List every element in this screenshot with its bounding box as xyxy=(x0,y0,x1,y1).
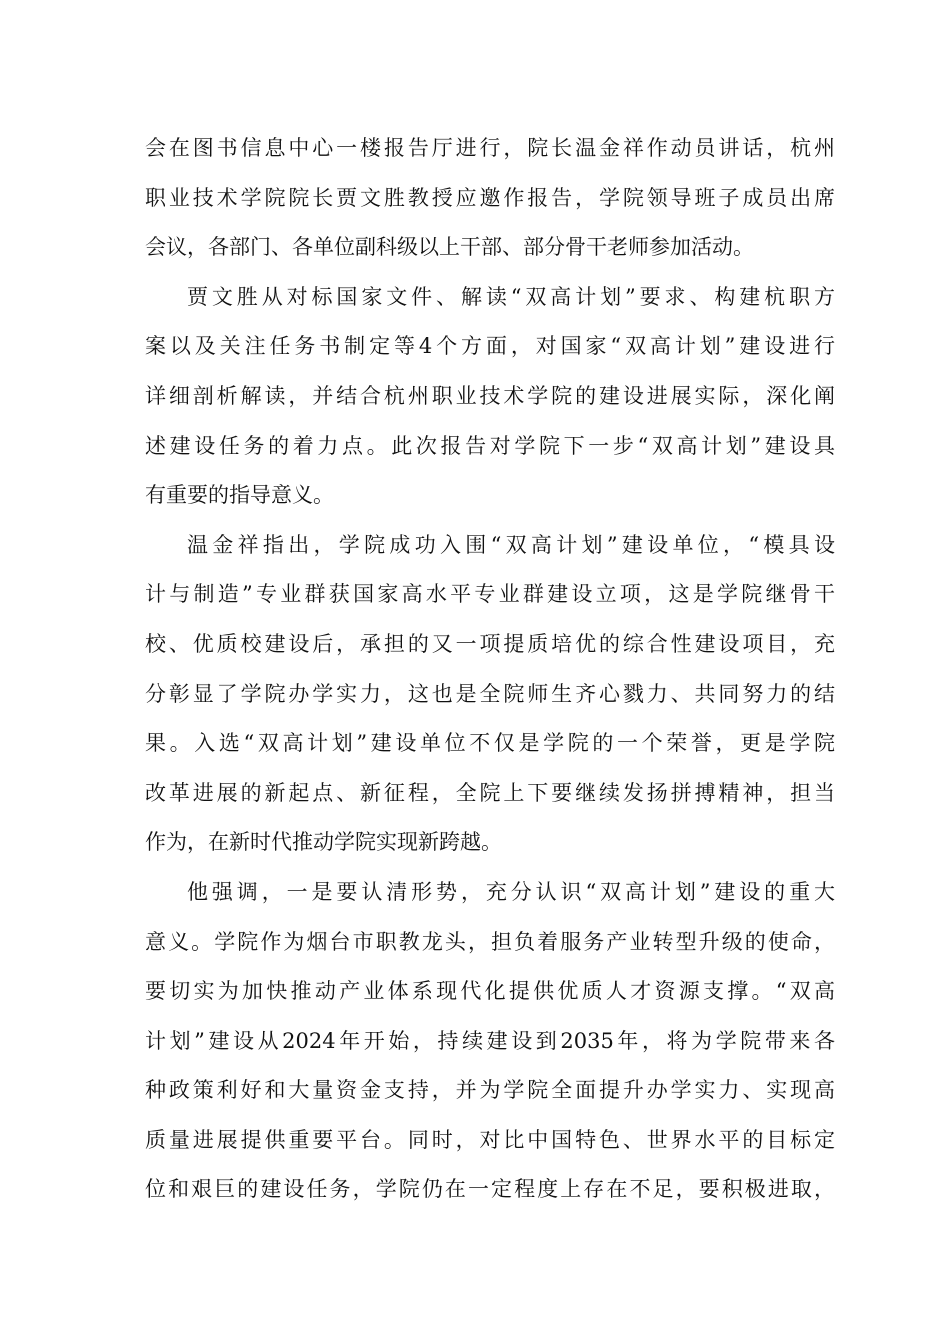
text-line: 改革进展的新起点、新征程，全院上下要继续发扬拼搏精神，担当 xyxy=(145,780,835,805)
text-line: 计划”建设从2024年开始，持续建设到2035年，将为学院带来各 xyxy=(145,1028,835,1053)
text-line: 质量进展提供重要平台。同时，对比中国特色、世界水平的目标定 xyxy=(145,1127,835,1152)
text-line: 要切实为加快推动产业体系现代化提供优质人才资源支撑。“双高 xyxy=(145,979,835,1004)
text-line: 计与制造”专业群获国家高水平专业群建设立项，这是学院继骨干 xyxy=(145,582,835,607)
text-line: 案以及关注任务书制定等4个方面，对国家“双高计划”建设进行 xyxy=(145,334,835,359)
text-line: 位和艰巨的建设任务，学院仍在一定程度上存在不足，要积极进取， xyxy=(145,1177,835,1202)
paragraph-3 xyxy=(145,521,835,868)
text-line: 作为，在新时代推动学院实现新跨越。 xyxy=(145,830,502,855)
text-line: 会在图书信息中心一楼报告厅进行，院长温金祥作动员讲话，杭州 xyxy=(145,136,835,160)
paragraph-1 xyxy=(145,124,835,273)
text-line: 温金祥指出，学院成功入围“双高计划”建设单位，“模具设 xyxy=(187,532,835,557)
text-line: 详细剖析解读，并结合杭州职业技术学院的建设进展实际，深化阐 xyxy=(145,383,835,408)
text-line: 述建设任务的着力点。此次报告对学院下一步“双高计划”建设具 xyxy=(145,433,835,458)
text-line: 他强调，一是要认清形势，充分认识“双高计划”建设的重大 xyxy=(187,879,835,904)
document-body xyxy=(145,124,835,1215)
text-line: 果。入选“双高计划”建设单位不仅是学院的一个荣誉，更是学院 xyxy=(145,731,835,756)
text-line: 校、优质校建设后，承担的又一项提质培优的综合性建设项目，充 xyxy=(145,631,835,656)
text-line: 种政策利好和大量资金支持，并为学院全面提升办学实力、实现高 xyxy=(145,1078,835,1103)
text-line: 意义。学院作为烟台市职教龙头，担负着服务产业转型升级的使命， xyxy=(145,929,835,954)
text-line: 有重要的指导意义。 xyxy=(145,483,334,508)
text-line: 职业技术学院院长贾文胜教授应邀作报告，学院领导班子成员出席 xyxy=(145,185,835,210)
text-line: 贾文胜从对标国家文件、解读“双高计划”要求、构建杭职方 xyxy=(187,284,835,309)
text-line: 会议，各部门、各单位副科级以上干部、部分骨干老师参加活动。 xyxy=(145,235,754,260)
paragraph-4 xyxy=(145,868,835,1215)
paragraph-2 xyxy=(145,273,835,521)
text-line: 分彰显了学院办学实力，这也是全院师生齐心戮力、共同努力的结 xyxy=(145,681,835,706)
